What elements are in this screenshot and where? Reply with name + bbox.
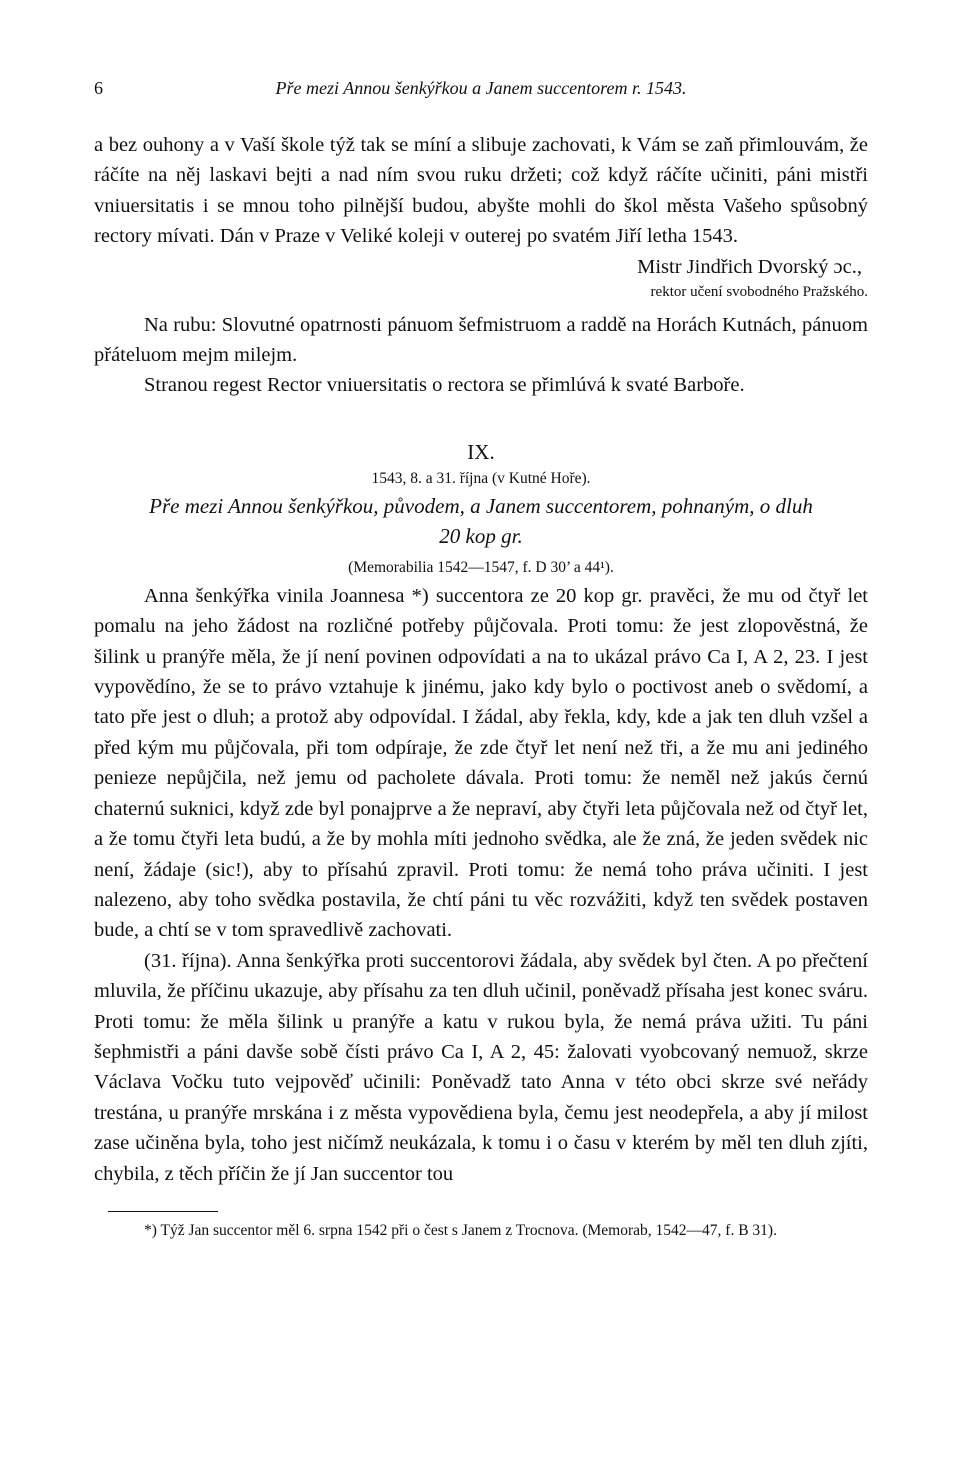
- signature-name: Mistr Jindřich Dvorský ɔc.,: [637, 255, 862, 278]
- letter-closing-paragraph: a bez ouhony a v Vaší škole týž tak se míní a slibuje zachovati, k Vám se zaň přimlouvám, že ráčíte na něj laskavi bejti a nad ním svou ruku držeti; což když ráčíte učiniti, páni mistři vniuersitatis i se mnou toho pilnější budou, abyšte mohli do škol města Vašeho spůsobný rectory mívati. Dán v Praze v Veliké koleji v outerej po svatém Jiří letha 1543.: [94, 134, 868, 248]
- document-date: 1543, 8. a 31. října (v Kutné Hoře).: [371, 469, 591, 487]
- verso-note: Na rubu: Slovutné opatrnosti pánuom šefmistruom a raddě na Horách Kutnách, pánuom přáteluom mejm milejm.: [94, 313, 868, 367]
- signature-title: rektor učení svobodného Pražského.: [650, 283, 868, 300]
- document-title-line-1: Pře mezi Annou šenkýřkou, původem, a Janem succentorem, pohnaným, o dluh: [149, 493, 813, 518]
- footnote: *) Týž Jan succentor měl 6. srpna 1542 při o čest s Janem z Trocnova. (Memorab, 1542—47, f. B 31).: [144, 1221, 777, 1239]
- document-title-line-2: 20 kop gr.: [439, 523, 523, 548]
- footnote-separator: [108, 1211, 218, 1212]
- main-text: [94, 130, 868, 1189]
- signature-block: [94, 252, 868, 302]
- document-paragraph-2: (31. října). Anna šenkýřka proti succentorovi žádala, aby svědek byl čten. A po přečtení mluvila, že příčinu ukazuje, aby přísahu za ten dluh učinil, poněvadž přísaha jest konec sváru. Proti tomu: že měla šilink u pranýře a katu v rukou byla, že nemá práva užiti. Tu páni šephmistři a páni davše sobě čísti právo Ca I, A 2, 45: žalovati vyobcovaný nemuož, skrze Václava Vočku tuto vejpověď učinili: Poněvadž tato Anna v této obci skrze své neřády trestána, u pranýře mrskána i z města vypovědiena byla, čemu jest neodepřela, a aby jí milost zase učiněna byla, toho jest ničímž neukázala, k tomu i o času v kterém by měl ten dluh zjíti, chybila, z těch příčin že jí Jan succentor tou: [94, 949, 868, 1185]
- book-page: [94, 78, 868, 1244]
- regest-note: Stranou regest Rector vniuersitatis o rectora se přimlúvá k svaté Barboře.: [144, 374, 745, 397]
- document-paragraph-1: Anna šenkýřka vinila Joannesa *) succentora ze 20 kop gr. pravěci, že mu od čtyř let pomalu na jeho žádost na rozličné potřeby půjčovala. Proti tomu: že jest zlopověstná, že šilink u pranýře měla, že jí není povinen odpovídati a na to ukázal právo Ca I, A 2, 23. I jest vypovědíno, že se to právo vztahuje k jinému, jako kdy bylo o poctivost aneb o svědomí, a tato pře jest o dluh; a protož aby odpovídal. I žádal, aby řekla, kdy, kde a jak ten dluh vzšel a před kým mu půjčovala, při tom odpíraje, že zde čtyř let není než tři, a že mu ani jediného penieze nepůjčila, než jemu od pacholete dávala. Proti tomu: že neměl než jakús černú chaternú suknici, když zde byl ponajprve a že nepraví, aby čtyři leta půjčovala než od čtyř let, a že tomu čtyři leta budú, a že by mohla míti jednoho svědka, ale že zná, že jeden svědek nic není, žádaje (sic!), aby to přísahú zpravil. Proti tomu: že nemá toho práva učiniti. I jest nalezeno, aby toho svědka postavila, že chtí páni tu věc rozvážiti, když ten svědek postaven bude, a chtí se v tom spravedlivě zachovati.: [94, 584, 868, 942]
- document-source: (Memorabilia 1542—1547, f. D 30’ a 44¹).: [348, 558, 614, 576]
- document-number: IX.: [467, 439, 495, 464]
- running-title: Pře mezi Annou šenkýřkou a Janem succentorem r. 1543.: [275, 78, 687, 98]
- page-header: [94, 78, 868, 104]
- document-title: [94, 491, 868, 551]
- page-number: 6: [94, 78, 103, 98]
